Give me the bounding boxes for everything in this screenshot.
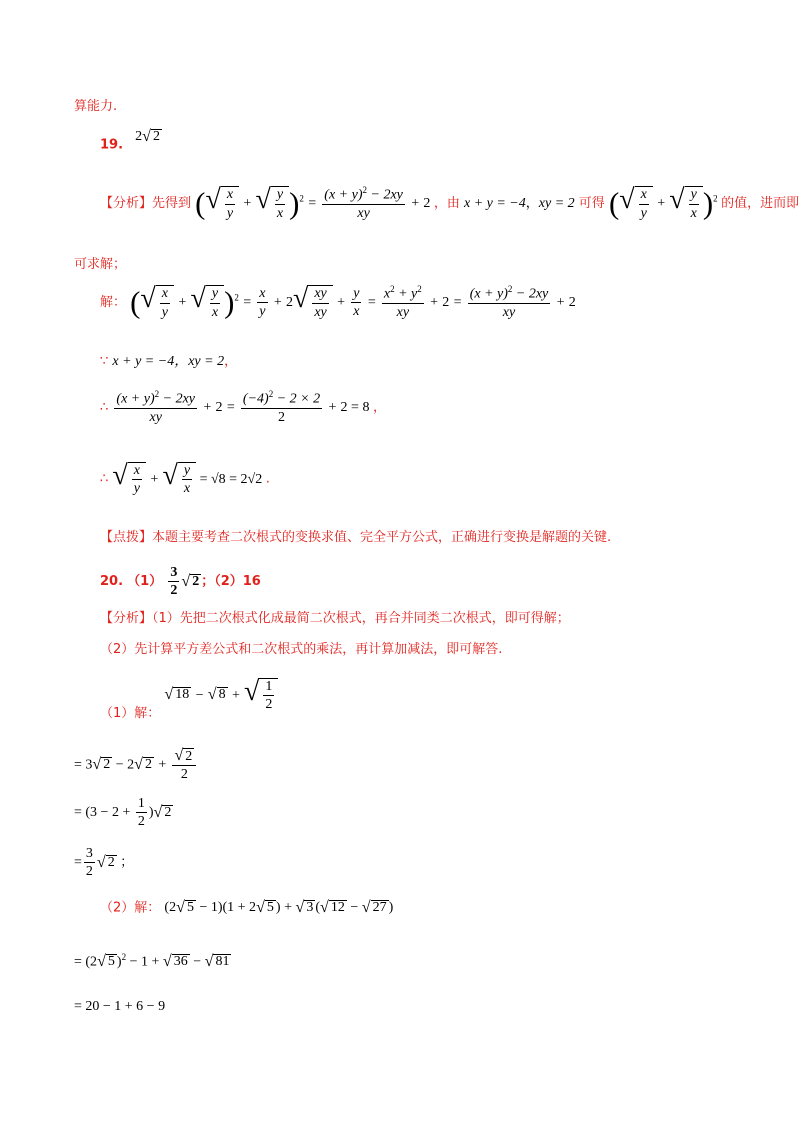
q20-analysis-2: [100, 643, 502, 656]
final-formula: √ $\frac{x}{y}$ + √ $\frac{y}{x}$ = √8 = 2√2: [112, 460, 263, 497]
continued-text: 算能力.: [74, 99, 118, 114]
analysis-formula-1: ( √ $\frac{x}{y}$ + √ $\frac{y}{x}$ )$^2$ = $\frac{(x + y)^2 - 2xy}{xy}$ + 2: [195, 184, 431, 222]
since-end: ，: [224, 354, 238, 369]
analysis-formula-2: ( √ $\frac{x}{y}$ + √ $\frac{y}{x}$ )$^2$: [608, 184, 718, 221]
since-symbol: ∵: [100, 354, 109, 369]
q20-answer1: $\frac{3}{2}$ √ 2: [170, 565, 200, 599]
q19-answer: [100, 128, 162, 153]
condition-sep: ，: [525, 195, 539, 211]
comment-label: 【点拨】: [100, 530, 153, 545]
q20-number: 20.: [100, 574, 124, 590]
sol1-step-1: = 3 √ 2 − 2 √ 2 + √ 2 2: [74, 748, 198, 783]
therefore-symbol: ∴: [100, 399, 109, 415]
q20-analysis-text-1: （1）先把二次根式化成最简二次根式，再合并同类二次根式，即可得解；: [152, 611, 570, 626]
q20-part1-solution: [100, 676, 278, 721]
analysis-text-2: ，由: [433, 195, 460, 211]
q19-number: 19.: [100, 137, 124, 153]
sol2-step-1: = (2 √ 5 )$^2$ − 1 + √ 36 − √ 81: [74, 952, 230, 971]
sol1-semicolon: ；: [120, 855, 134, 871]
analysis-text-4: 的值，进而即: [721, 195, 800, 211]
q20-analysis-label: 【分析】: [100, 611, 153, 626]
sol1-label: （1）解：: [100, 705, 161, 721]
therefore-line-1: ∴ $\frac{(x + y)^2 - 2xy}{xy}$ + 2 = $\frac{(-4)^2 - 2 \times 2}{2}$ + 2 = 8 ，: [100, 389, 386, 426]
q20-answer2: 16: [242, 574, 261, 590]
condition-sum: x + y = −4: [463, 195, 526, 211]
q20-part2-label: （2）: [214, 574, 243, 590]
solution-label: 解：: [100, 294, 127, 310]
q19-analysis-line: [100, 186, 799, 221]
condition-product: xy = 2: [538, 195, 575, 211]
end-dot: .: [265, 471, 270, 487]
q20-sep: ；: [201, 574, 215, 590]
sol2-expression: (2 √ 5 − 1)(1 + 2 √ 5 ) + √ 3 ( √ 12 − √ 27 ): [164, 899, 394, 916]
sol1-step-2: = (3 − 2 + $\frac{1}{2}$ ) √ 2: [74, 796, 172, 830]
q20-part2-solution: [100, 900, 393, 916]
comment-text: 本题主要考查二次根式的变换求值、完全平方公式，正确进行变换是解题的关键.: [152, 530, 612, 545]
q20-analysis-text-2: （2）先计算平方差公式和二次根式的乘法，再计算加减法，即可解答.: [100, 642, 503, 657]
q20-answer: [100, 565, 261, 599]
analysis-label: 【分析】: [100, 195, 153, 211]
sol2-step-2: = 20 − 1 + 6 − 9: [74, 999, 166, 1014]
analysis-text-5: 可求解；: [74, 257, 127, 272]
since-text: x + y = −4，xy = 2: [112, 354, 225, 369]
calc-formula: $\frac{(x + y)^2 - 2xy}{xy}$ + 2 = $\frac{(-4)^2 - 2 \times 2}{2}$ + 2 = 8: [116, 389, 370, 426]
q20-part1-label: （1）: [127, 574, 163, 590]
solution-formula: ( √ $\frac{x}{y}$ + √ $\frac{y}{x}$ )$^2$ = $\frac{x}{y}$ + 2 √ $\frac{xy}{xy}$ + $\frac{y}{x}$ = $\frac{x^2 + y^2}{xy}$ + 2 = $\frac{(x + y)^2 - 2xy}{xy}$ + 2: [130, 283, 576, 321]
q19-comment: [100, 531, 611, 544]
sol2-label: （2）解：: [100, 900, 161, 916]
sol1-expression: √ 18 − √ 8 + √ $\frac{1}{2}$: [164, 688, 278, 703]
q20-analysis-1: [100, 612, 570, 625]
q19-answer-value: 2 √ 2: [135, 128, 161, 145]
q19-solution: [100, 285, 576, 320]
therefore-line-2: ∴ √ $\frac{x}{y}$ + √ $\frac{y}{x}$ = √8 = 2√2 .: [100, 460, 270, 497]
analysis-text-3: 可得: [578, 195, 605, 211]
sol1-step-3: = $\frac{3}{2}$ √ 2 ；: [74, 846, 134, 880]
since-line: [100, 355, 237, 369]
analysis-text: 先得到: [152, 195, 192, 211]
